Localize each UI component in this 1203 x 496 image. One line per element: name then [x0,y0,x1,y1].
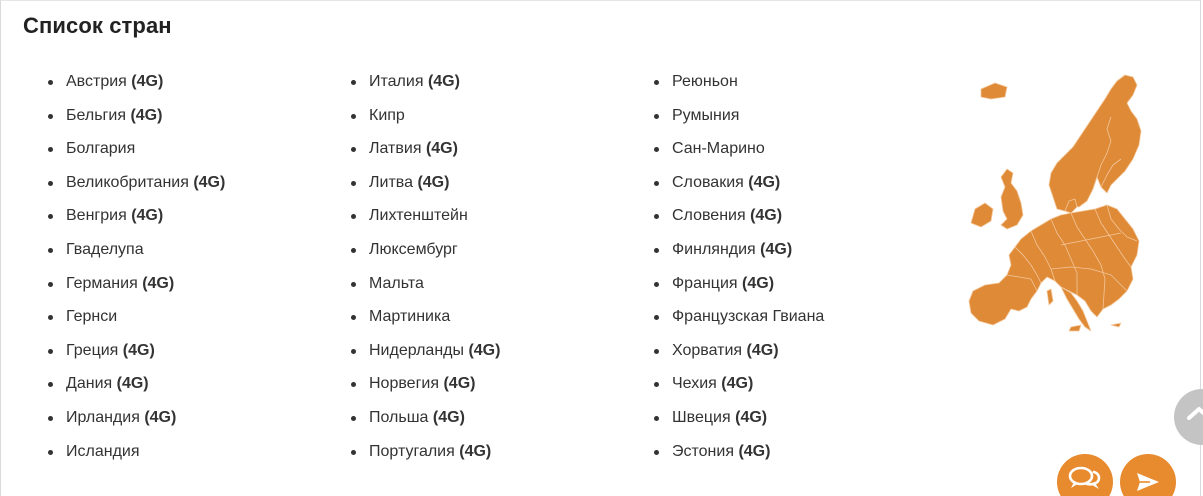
chevron-up-icon [1186,405,1203,421]
list-item: Гваделупа [48,233,225,267]
list-item: Венгрия (4G) [48,199,225,233]
tag-4g: (4G) [122,341,155,359]
list-item: Греция (4G) [48,334,225,368]
tag-4g: (4G) [746,341,779,359]
tag-4g: (4G) [748,173,781,191]
list-item: Хорватия (4G) [654,334,824,368]
tag-4g: (4G) [750,207,783,225]
list-item: Франция (4G) [654,267,824,301]
list-item: Лихтенштейн [351,199,500,233]
list-item: Реюньон [654,65,824,99]
list-item: Кипр [351,99,500,133]
tag-4g: (4G) [131,73,164,90]
list-item: Норвегия (4G) [351,367,500,401]
tag-4g: (4G) [130,106,163,124]
tag-4g: (4G) [427,73,460,90]
tag-4g: (4G) [760,240,793,258]
tag-4g: (4G) [144,408,177,426]
tag-4g: (4G) [417,173,450,191]
list-item: Польша (4G) [351,401,500,435]
tag-4g: (4G) [459,442,492,460]
list-item: Дания (4G) [48,367,225,401]
list-item: Сан-Марино [654,132,824,166]
list-item: Финляндия (4G) [654,233,824,267]
tag-4g: (4G) [116,375,149,393]
send-message-button[interactable] [1120,454,1176,496]
tag-4g: (4G) [142,274,175,292]
chat-button[interactable] [1057,454,1113,496]
tag-4g: (4G) [131,207,164,225]
tag-4g: (4G) [735,408,768,426]
tag-4g: (4G) [193,173,226,191]
list-item: Болгария [48,132,225,166]
chat-bubbles-icon [1067,465,1103,495]
list-item: Мальта [351,267,500,301]
list-item: Французская Гвиана [654,300,824,334]
list-item: Австрия (4G) [48,65,225,99]
list-item: Мартиника [351,300,500,334]
list-item: Италия (4G) [351,65,500,99]
list-item: Румыния [654,99,824,133]
tag-4g: (4G) [468,341,501,359]
scroll-top-button[interactable] [1174,389,1203,445]
country-column-1 [48,65,225,468]
list-item: Чехия (4G) [654,367,824,401]
list-item: Бельгия (4G) [48,99,225,133]
list-item: Ирландия (4G) [48,401,225,435]
paper-plane-icon [1136,472,1160,492]
list-item: Словения (4G) [654,199,824,233]
list-item: Великобритания (4G) [48,166,225,200]
list-item: Латвия (4G) [351,132,500,166]
list-item: Эстония (4G) [654,435,824,469]
country-column-2 [351,65,500,468]
tag-4g: (4G) [432,408,465,426]
list-item: Исландия [48,435,225,469]
list-item: Нидерланды (4G) [351,334,500,368]
tag-4g: (4G) [443,375,476,393]
list-item: Германия (4G) [48,267,225,301]
list-item: Словакия (4G) [654,166,824,200]
section-title: Список стран [23,13,172,38]
list-item: Швеция (4G) [654,401,824,435]
tag-4g: (4G) [738,442,771,460]
tag-4g: (4G) [742,274,775,292]
list-item: Гернси [48,300,225,334]
list-item: Португалия (4G) [351,435,500,469]
list-item: Люксембург [351,233,500,267]
country-column-3 [654,65,824,468]
tag-4g: (4G) [721,375,754,393]
tag-4g: (4G) [425,140,458,158]
list-item: Литва (4G) [351,166,500,200]
europe-map-icon [961,69,1146,334]
